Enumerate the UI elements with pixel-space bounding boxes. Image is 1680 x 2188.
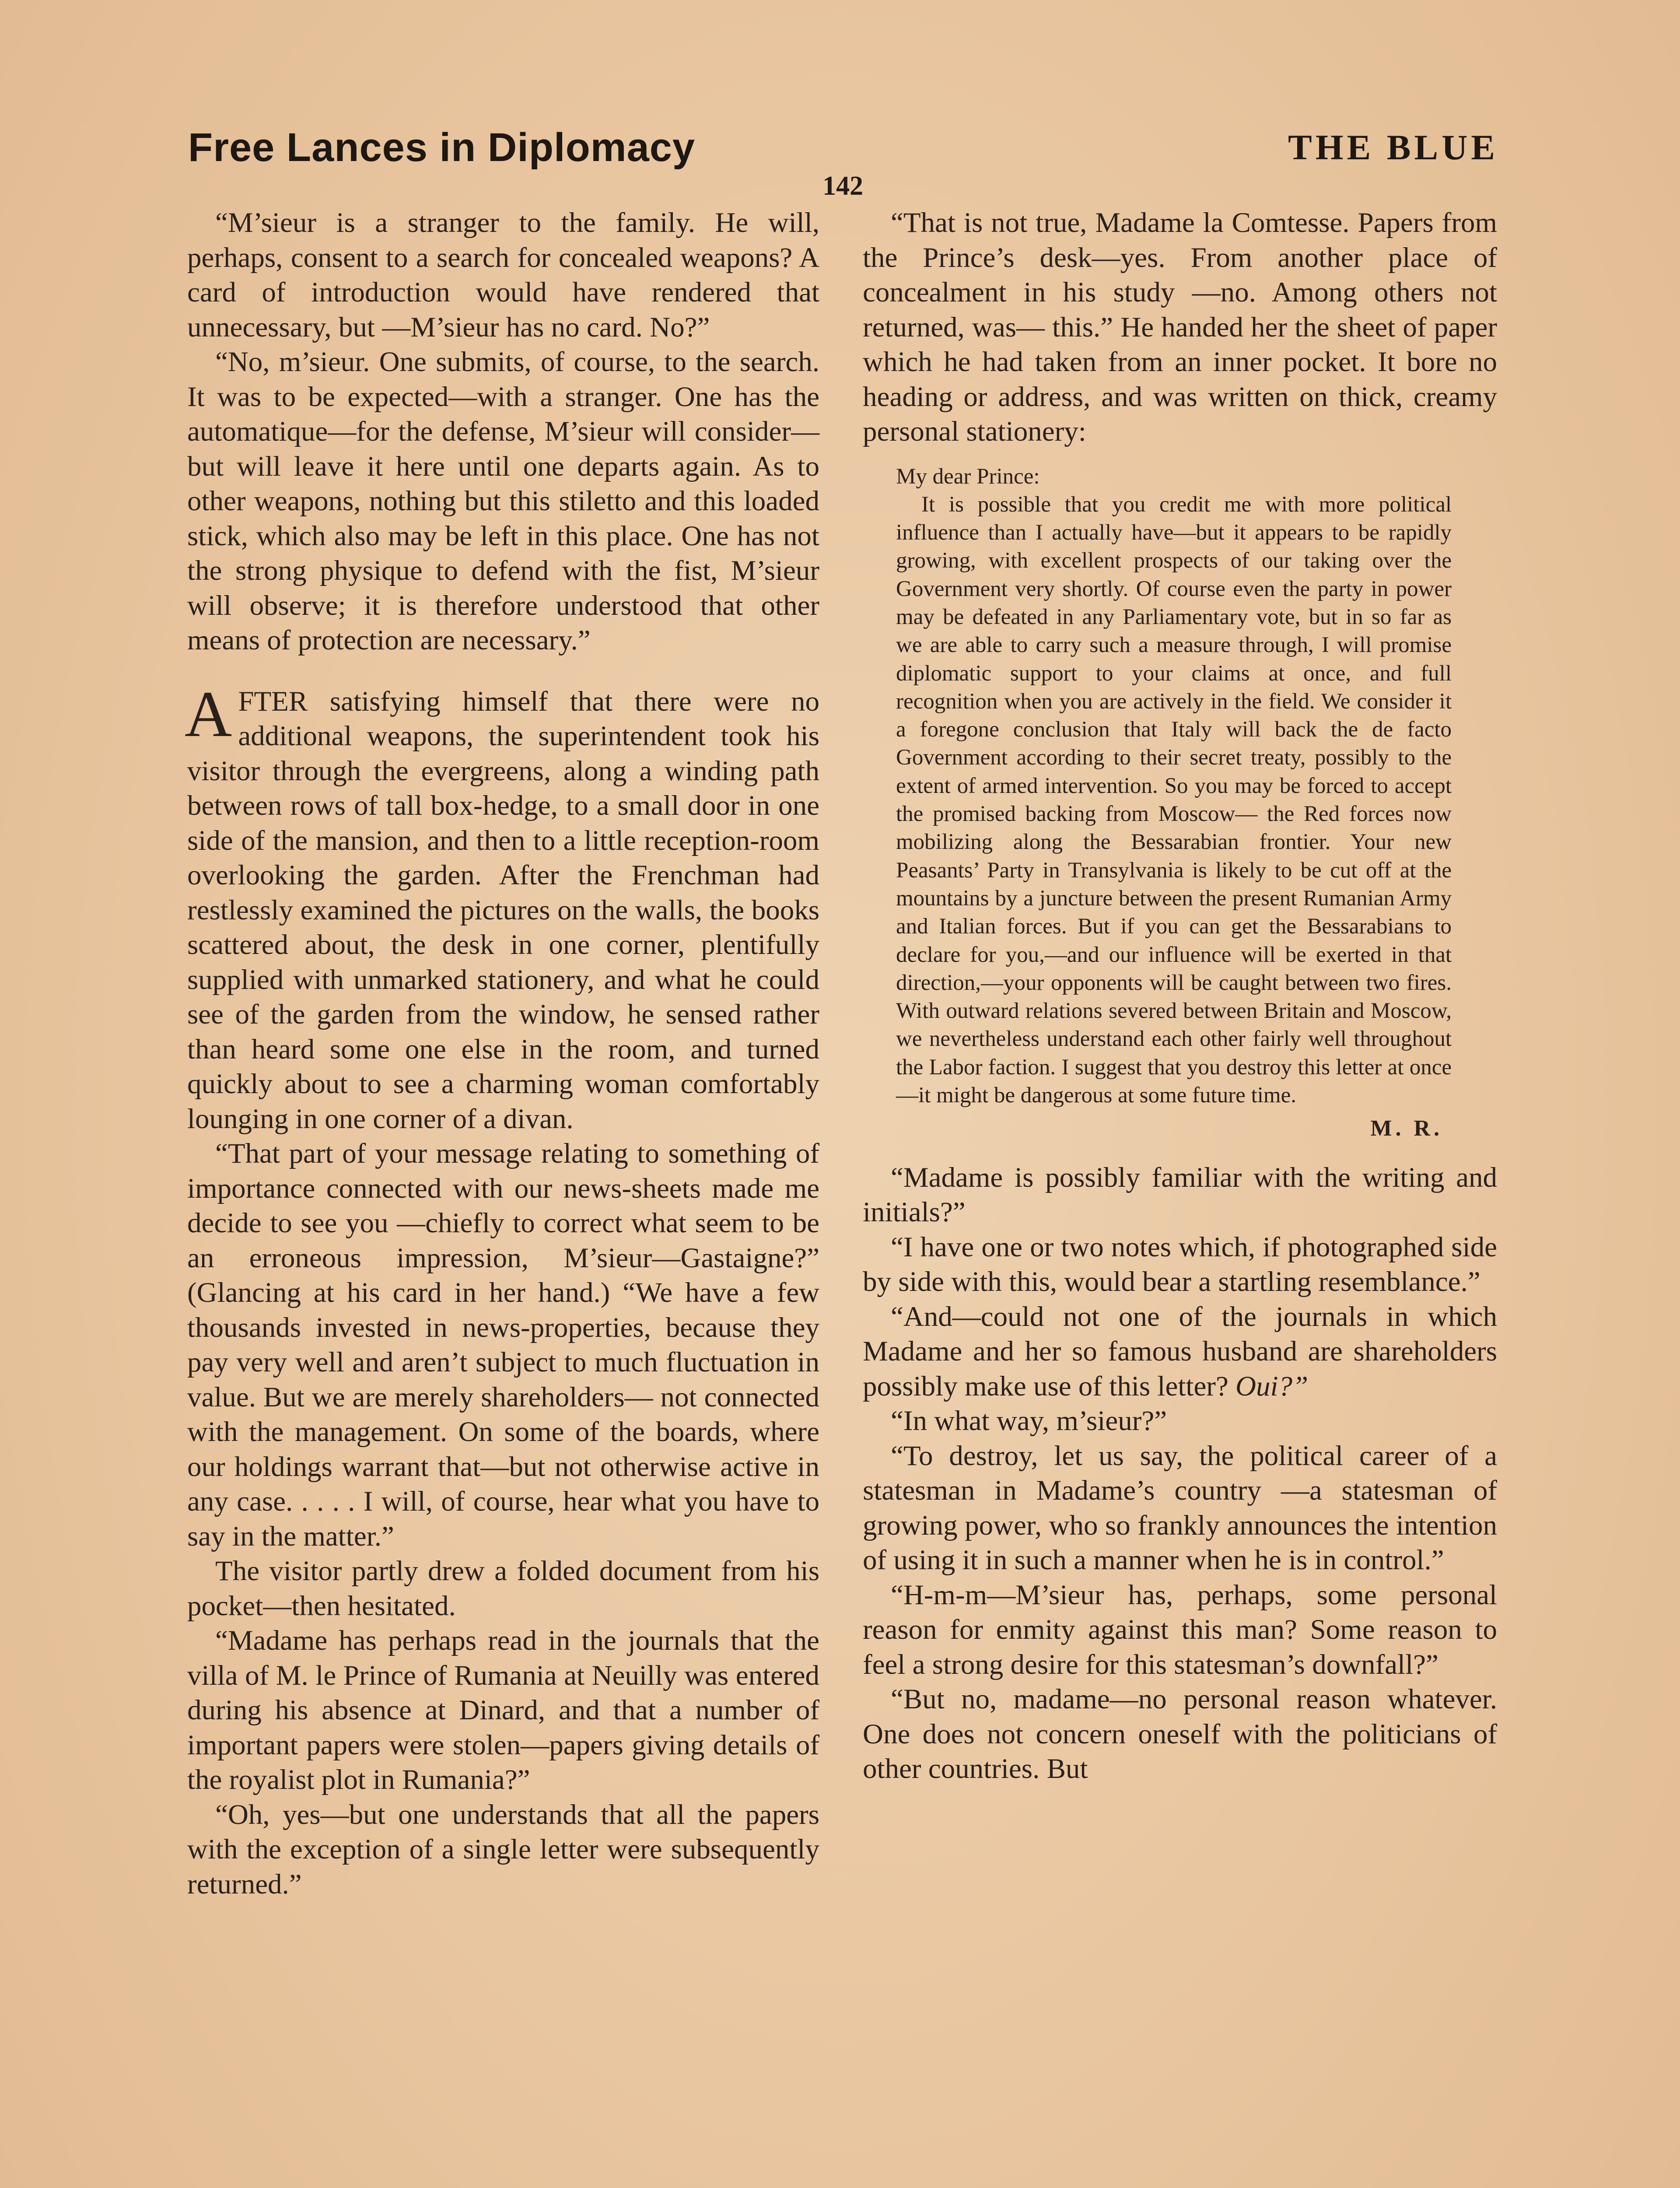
paragraph: “I have one or two notes which, if photographed side by side with this, would bear a startling resemblance.”: [863, 1231, 1497, 1298]
letter-salutation: My dear Prince:: [896, 464, 1040, 489]
paragraph: “That is not true, Madame la Comtesse. Papers from the Prince’s desk—yes. From another place of concealment in his study —no. Among others not returned, was— this.” He handed her the sheet of paper which he had taken from an inner pocket. It bore no heading or address, and was written on thick, creamy personal stationery:: [863, 207, 1497, 447]
paragraph: “No, m’sieur. One submits, of course, to the search. It was to be expected—with a stranger. One has the automatique—for the defense, M’sieur will consider—but will leave it here until one departs again. As to other weapons, nothing but this stiletto and this loaded stick, which also may be left in this place. One has not the strong physique to defend with the fist, M’sieur will observe; it is therefore understood that other means of protection are necessary.”: [187, 346, 819, 656]
right-column: [863, 206, 1497, 1787]
paragraph-text: FTER satisfying himself that there were no additional weapons, the superintendent took his visitor through the evergreens, along a winding path between rows of tall box-hedge, to a small door in one side of the mansion, and then to a little reception-room overlooking the garden. After the Frenchman had restlessly examined the pictures on the walls, the books scattered about, the desk in one corner, plentifully supplied with unmarked stationery, and what he could see of the garden from the window, he sensed rather than heard some one else in the room, and turned quickly about to see a charming woman comfortably lounging in one corner of a divan.: [187, 685, 819, 1135]
paragraph: “To destroy, let us say, the political career of a statesman in Madame’s country —a statesman of growing power, who so frankly announces the intention of using it in such a manner when he is in control.”: [863, 1440, 1497, 1576]
left-column: [187, 206, 819, 1902]
quoted-letter: [896, 463, 1452, 1143]
paragraph: “Madame has perhaps read in the journals that the villa of M. le Prince of Rumania at Neuilly was entered during his absence at Dinard, and that a number of important papers were stolen—papers giving details of the royalist plot in Rumania?”: [187, 1625, 819, 1795]
paragraph: The visitor partly drew a folded document from his pocket—then hesitated.: [187, 1555, 819, 1622]
paragraph: “But no, madame—no personal reason whatever. One does not concern oneself with the politicians of other countries. But: [863, 1683, 1497, 1785]
page-number: 142: [822, 171, 863, 201]
letter-body: It is possible that you credit me with more political influence than I actually have—but it appears to be rapidly growing, with excellent prospects of our taking over the Government very shortly. Of course even the party in power may be defeated in any Parliamentary vote, but in so far as we are able to carry such a measure through, I will promise diplomatic support to your claims at once, and full recognition when you are actively in the field. We consider it a foregone conclusion that Italy will back the de facto Government according to their secret treaty, possibly to the extent of armed intervention. So you may be forced to accept the promised backing from Moscow— the Red forces now mobilizing along the Bessarabian frontier. Your new Peasants’ Party in Transylvania is likely to be cut off at the mountains by a juncture between the present Rumanian Army and Italian forces. But if you can get the Bessarabians to declare for you,—and our influence will be exerted in that direction,—your opponents will be caught between two fires. With outward relations severed between Britain and Moscow, we nevertheless understand each other fairly well throughout the Labor faction. I suggest that you destroy this letter at once—it might be dangerous at some future time.: [896, 492, 1452, 1108]
paragraph: “H-m-m—M’sieur has, perhaps, some personal reason for enmity against this man? Some reason to feel a strong desire for this statesman’s downfall?”: [863, 1579, 1497, 1680]
letter-signature: M. R.: [1370, 1116, 1443, 1141]
italic-text: Oui?”: [1236, 1370, 1309, 1402]
magazine-name: THE BLUE: [1288, 127, 1498, 167]
story-title: Free Lances in Diplomacy: [188, 125, 696, 170]
paragraph: [863, 1300, 1497, 1404]
paragraph: “That part of your message relating to something of importance connected with our news-sheets made me decide to see you —chiefly to correct what seem to be an erroneous impression, M’sieur—Gastaigne?” (Glancing at his card in her hand.) “We have a few thousands invested in news-properties, because they pay very well and aren’t subject to much fluctuation in value. But we are merely shareholders— not connected with the management. On some of the boards, where our holdings warrant that—but not otherwise active in any case. . . . . I will, of course, hear what you have to say in the matter.”: [187, 1138, 819, 1552]
drop-cap: A: [185, 677, 232, 750]
paragraph-with-dropcap: [185, 677, 819, 1137]
paragraph: “In what way, m’sieur?”: [891, 1405, 1167, 1437]
paragraph-text: “And—could not one of the journals in which Madame and her so famous husband are shareholders possibly make use of this letter?: [863, 1301, 1497, 1402]
paragraph: “M’sieur is a stranger to the family. He will, perhaps, consent to a search for concealed weapons? A card of introduction would have rendered that unnecessary, but —M’sieur has no card. No?”: [187, 207, 819, 343]
paragraph: “Madame is possibly familiar with the writing and initials?”: [863, 1161, 1497, 1228]
section-break: [187, 658, 819, 684]
paragraph: “Oh, yes—but one understands that all the papers with the exception of a single letter were subsequently returned.”: [187, 1799, 819, 1900]
